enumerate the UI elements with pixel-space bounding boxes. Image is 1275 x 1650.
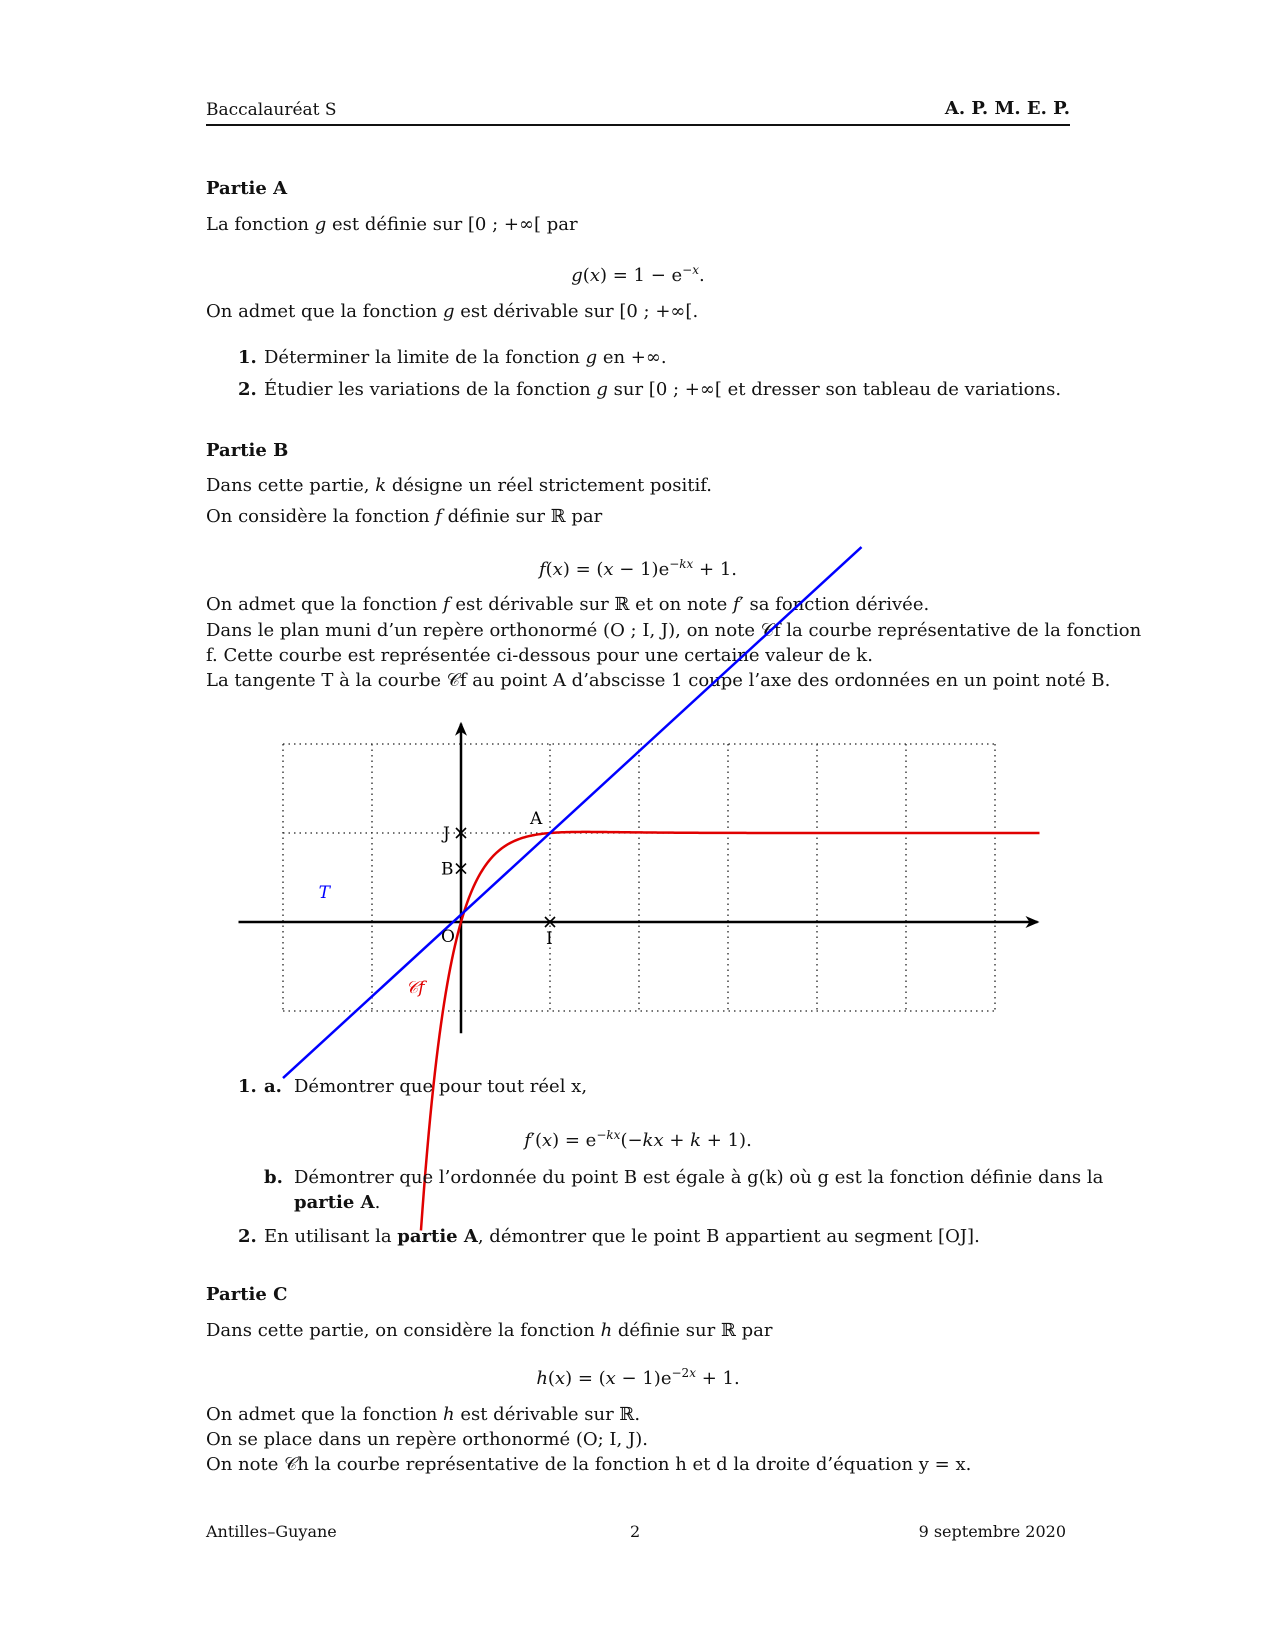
partC-title: Partie C: [206, 1284, 288, 1305]
partC-line3: On se place dans un repère orthonormé (O; I, J).: [206, 1429, 648, 1450]
point-J-label: J: [443, 824, 450, 844]
header-left: Baccalauréat S: [206, 100, 337, 120]
partA-q2: 2. Étudier les variations de la fonction g sur [0 ; +∞[ et dresser son tableau de variations.: [238, 379, 1062, 400]
grid: [283, 744, 995, 1011]
partB-line4: Dans le plan muni d’un repère orthonormé (O ; I, J), on note 𝒞f la courbe représentative de la fonction: [206, 620, 1142, 641]
tangent-t: [283, 547, 862, 1078]
point-A-label: A: [530, 809, 543, 829]
partB-q1b: b. Démontrer que l’ordonnée du point B est égale à g(k) où g est la fonction définie dans la: [264, 1167, 1104, 1188]
partB-line6: La tangente T à la courbe 𝒞f au point A d’abscisse 1 coupe l’axe des ordonnées en un point noté B.: [206, 670, 1111, 691]
partA-q1: 1. Déterminer la limite de la fonction g en +∞.: [238, 347, 667, 368]
header-right: A. P. M. E. P.: [944, 98, 1070, 119]
point-I-label: I: [546, 929, 553, 949]
point-B-label: B: [441, 859, 454, 880]
tangent-label: T: [318, 882, 330, 903]
partB-line1: Dans cette partie, k désigne un réel strictement positif.: [206, 475, 712, 496]
partA-title: Partie A: [206, 178, 288, 199]
partA-formula: $g(x) = 1 - e^{-x}$.: [571, 263, 705, 286]
partC-formula: $h(x) = (x - 1)e^{-2x} + 1$.: [536, 1366, 740, 1389]
partB-q1b-line2: partie A.: [294, 1192, 381, 1213]
page-number: 2: [630, 1522, 641, 1541]
partC-line2: On admet que la fonction h est dérivable sur ℝ.: [206, 1404, 641, 1425]
partB-title: Partie B: [206, 440, 289, 461]
footer-date: 9 septembre 2020: [918, 1522, 1066, 1541]
partB-q2: 2. En utilisant la partie A, démontrer que le point B appartient au segment [OJ].: [238, 1226, 980, 1247]
partB-line3: On admet que la fonction f est dérivable sur ℝ et on note f′ sa fonction dérivée.: [206, 594, 930, 615]
partB-q1a-formula: $f'(x) = e^{-kx}(-kx + k + 1)$.: [524, 1128, 752, 1151]
partB-line2: On considère la fonction f définie sur ℝ par: [206, 506, 603, 527]
partB-formula: $f(x) = (x - 1)e^{-kx} + 1$.: [538, 557, 738, 580]
partC-line4: On note 𝒞h la courbe représentative de la fonction h et d la droite d’équation y = x.: [206, 1454, 972, 1475]
partB-line5: f. Cette courbe est représentée ci-dessous pour une certaine valeur de k.: [206, 645, 873, 666]
footer-left: Antilles–Guyane: [206, 1522, 337, 1541]
point-O-label: O: [441, 927, 455, 947]
partA-admit: On admet que la fonction g est dérivable sur [0 ; +∞[.: [206, 301, 699, 322]
curve-label: 𝒞f: [405, 978, 425, 999]
partB-q1a: 1. a. Démontrer que pour tout réel x,: [238, 1076, 588, 1097]
partC-line1: Dans cette partie, on considère la fonction h définie sur ℝ par: [206, 1320, 773, 1341]
partA-intro: La fonction g est définie sur [0 ; +∞[ par: [206, 214, 578, 235]
